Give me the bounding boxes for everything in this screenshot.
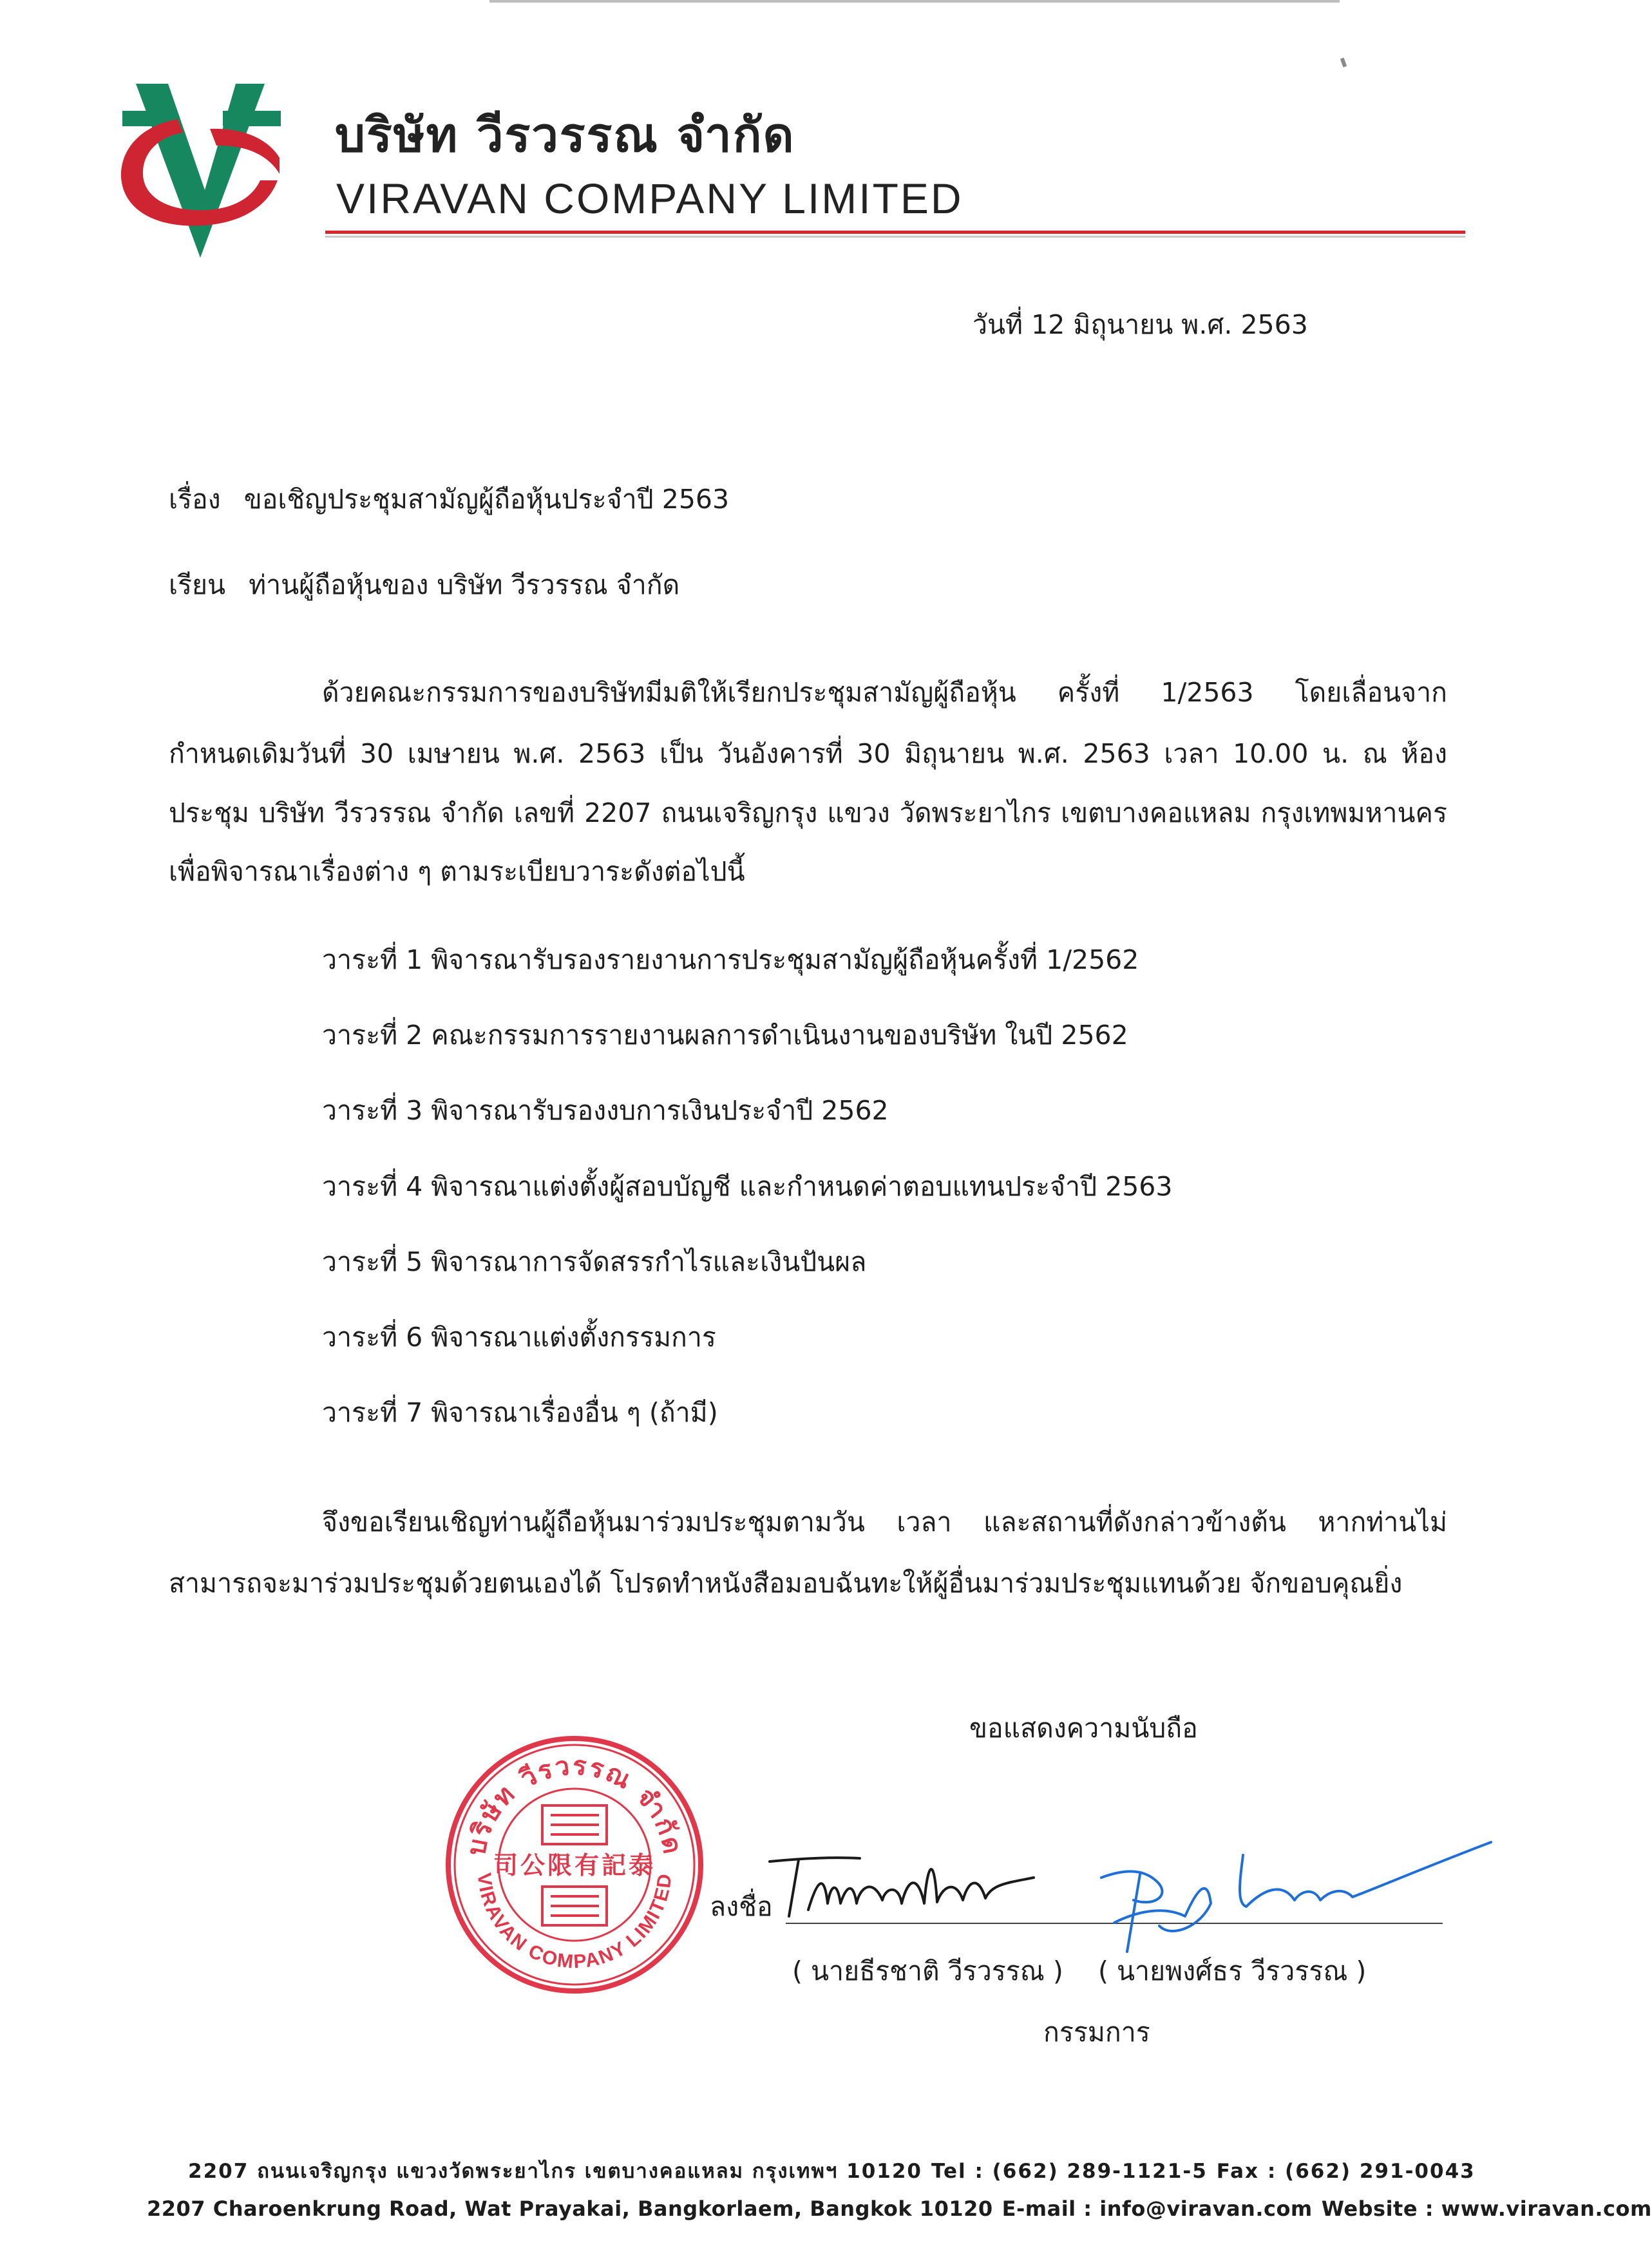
vc-monogram-logo-icon (113, 71, 287, 258)
seal-text-chinese: 司公限有記泰 (493, 1851, 656, 1880)
scan-edge-shadow (489, 0, 1340, 3)
subject-text: ขอเชิญประชุมสามัญผู้ถือหุ้นประจำปี 2563 (243, 484, 730, 515)
agenda-item: วาระที่ 1 พิจารณารับรองรายงานการประชุมสามัญผู้ถือหุ้นครั้งที่ 1/2562 (322, 944, 1139, 975)
recipient-row (169, 569, 680, 600)
signature-phongsathon (1088, 1829, 1494, 1965)
paragraph2-line: จึงขอเรียนเชิญท่านผู้ถือหุ้นมาร่วมประชุมตามวัน เวลา และสถานที่ดังกล่าวข้างต้น หากท่านไม่ (322, 1507, 1447, 1538)
subject-label: เรื่อง (169, 484, 221, 515)
footer-website: Website : www.viravan.com (1321, 2196, 1652, 2221)
header-divider-shadow (325, 236, 1465, 238)
seal-text-english: VIRAVAN COMPANY LIMITED (473, 1871, 676, 1973)
footer-telephone: Tel : (662) 289-1121-5 (931, 2160, 1208, 2183)
company-name-thai: บริษัท วีรวรรณ จำกัด (335, 108, 795, 163)
header-divider (325, 231, 1465, 234)
signer-position: กรรมการ (1043, 2017, 1150, 2048)
footer-thai-line (188, 2155, 1476, 2187)
recipient-text: ท่านผู้ถือหุ้นของ บริษัท วีรวรรณ จำกัด (249, 569, 680, 600)
footer-address-thai: 2207 ถนนเจริญกรุง แขวงวัดพระยาไกร เขตบางคอแหลม กรุงเทพฯ 10120 (188, 2160, 922, 2183)
agenda-item: วาระที่ 6 พิจารณาแต่งตั้งกรรมการ (322, 1322, 716, 1353)
signature-label: ลงชื่อ (710, 1891, 773, 1922)
agenda-item: วาระที่ 5 พิจารณาการจัดสรรกำไรและเงินปันผล (322, 1246, 867, 1277)
closing-salutation: ขอแสดงความนับถือ (969, 1713, 1198, 1744)
signer-1-name: ( นายธีรชาติ วีรวรรณ ) (792, 1956, 1063, 1986)
footer-email: E-mail : info@viravan.com (1002, 2196, 1313, 2221)
scan-speck (1340, 57, 1347, 67)
paragraph1-line: เพื่อพิจารณาเรื่องต่าง ๆ ตามระเบียบวาระดังต่อไปนี้ (169, 856, 745, 887)
footer-address-english: 2207 Charoenkrung Road, Wat Prayakai, Bangkorlaem, Bangkok 10120 (147, 2196, 993, 2221)
signature-thiranchat (763, 1839, 1047, 1923)
agenda-item: วาระที่ 7 พิจารณาเรื่องอื่น ๆ (ถ้ามี) (322, 1397, 718, 1428)
agenda-item: วาระที่ 2 คณะกรรมการรายงานผลการดำเนินงานของบริษัท ในปี 2562 (322, 1020, 1128, 1051)
company-name-english: VIRAVAN COMPANY LIMITED (336, 175, 964, 222)
signer-2-name: ( นายพงศ์ธร วีรวรรณ ) (1098, 1956, 1367, 1986)
seal-text-thai: บริษัท วีรวรรณ จำกัด (461, 1751, 688, 1858)
subject-row (169, 486, 729, 513)
paragraph1-line: ประชุม บริษัท วีรวรรณ จำกัด เลขที่ 2207 ถนนเจริญกรุง แขวง วัดพระยาไกร เขตบางคอแหลม กรุงเทพมหานคร (169, 797, 1447, 828)
footer-english-line (147, 2196, 1652, 2221)
agenda-item: วาระที่ 4 พิจารณาแต่งตั้งผู้สอบบัญชี และกำหนดค่าตอบแทนประจำปี 2563 (322, 1171, 1173, 1202)
letter-date: วันที่ 12 มิถุนายน พ.ศ. 2563 (973, 309, 1308, 340)
agenda-item: วาระที่ 3 พิจารณารับรองงบการเงินประจำปี 2562 (322, 1095, 889, 1126)
paragraph1-line: กำหนดเดิมวันที่ 30 เมษายน พ.ศ. 2563 เป็น วันอังคารที่ 30 มิถุนายน พ.ศ. 2563 เวลา 10.00 น. ณ ห้อง (169, 738, 1447, 769)
paragraph2-line: สามารถจะมาร่วมประชุมด้วยตนเองได้ โปรดทำหนังสือมอบฉันทะให้ผู้อื่นมาร่วมประชุมแทนด้วย จักขอบคุณยิ่ง (169, 1568, 1403, 1599)
company-seal-stamp (444, 1735, 705, 1995)
paragraph1-line: ด้วยคณะกรรมการของบริษัทมีมติให้เรียกประชุมสามัญผู้ถือหุ้น ครั้งที่ 1/2563 โดยเลื่อนจาก (322, 677, 1447, 708)
recipient-label: เรียน (169, 569, 226, 600)
footer-fax: Fax : (662) 291-0043 (1216, 2160, 1476, 2183)
